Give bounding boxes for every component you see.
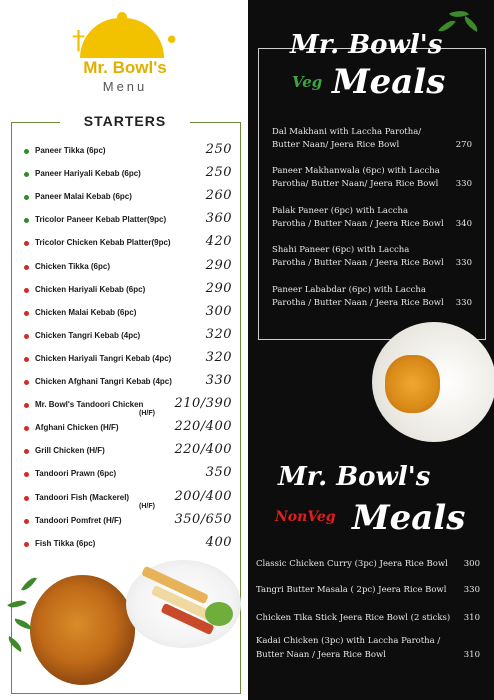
starter-name: Chicken Hariyali Tangri Kebab (4pc) <box>35 353 172 363</box>
nonveg-dot-icon <box>24 496 29 501</box>
nonveg-dot-icon <box>24 426 29 431</box>
starter-item <box>24 165 232 187</box>
starter-price: 320 <box>205 349 232 365</box>
nonveg-tag: NonVeg <box>275 509 336 525</box>
veg-meal-price: 330 <box>455 258 472 268</box>
nonveg-meal-item <box>256 634 480 662</box>
starter-price: 260 <box>205 188 232 204</box>
starter-price: 350/650 <box>174 511 232 527</box>
starter-item <box>24 304 232 326</box>
starter-price: 400 <box>205 534 232 550</box>
veg-meal-price: 330 <box>455 298 472 308</box>
veg-meal-name: Dal Makhani with Laccha Parotha/ Butter Naan/ Jeera Rice Bowl <box>272 127 422 150</box>
starter-price: 320 <box>205 326 232 342</box>
starter-item <box>24 234 232 256</box>
starter-price: 220/400 <box>174 419 232 435</box>
starter-name: Tricolor Paneer Kebab Platter(9pc) <box>35 215 167 225</box>
nonveg-dot-icon <box>24 265 29 270</box>
nonveg-dot-icon <box>24 334 29 339</box>
nonveg-meals-heading: Meals <box>352 498 466 538</box>
starter-name: Chicken Tangri Kebab (4pc) <box>35 330 141 340</box>
nonveg-dot-icon <box>24 449 29 454</box>
starter-name: Tandoori Pomfret (H/F) <box>35 515 122 525</box>
starter-price: 220/400 <box>174 442 232 458</box>
veg-meal-item <box>272 126 472 152</box>
green-chutney-image <box>205 602 233 626</box>
starter-name: Mr. Bowl's Tandoori Chicken <box>35 400 144 410</box>
nonveg-brand-title: Mr. Bowl's <box>278 462 431 492</box>
nonveg-dot-icon <box>24 357 29 362</box>
starter-name: Chicken Afghani Tangri Kebab (4pc) <box>35 377 172 386</box>
fork-icon: † <box>72 26 85 56</box>
starter-item <box>24 142 232 164</box>
starter-price: 290 <box>205 280 232 296</box>
starter-price: 250 <box>205 165 232 181</box>
starter-item <box>24 258 232 280</box>
nonveg-dot-icon <box>24 542 29 547</box>
starter-name: Paneer Tikka (6pc) <box>35 146 106 155</box>
nonveg-meal-name: Chicken Tika Stick Jeera Rice Bowl (2 sticks) <box>256 613 451 623</box>
veg-meal-item <box>272 244 472 270</box>
starter-item <box>24 281 232 303</box>
curry-image <box>385 355 440 413</box>
starter-item <box>24 211 232 233</box>
starter-price: 250 <box>205 142 232 157</box>
brand-subtitle: Menu <box>102 79 148 94</box>
starter-name: Chicken Tikka (6pc) <box>35 261 110 271</box>
starter-price: 210/390 <box>174 396 232 412</box>
starter-name: Fish Tikka (6pc) <box>35 538 96 548</box>
veg-dot-icon <box>24 172 29 177</box>
nonveg-dot-icon <box>24 241 29 246</box>
nonveg-meal-price: 310 <box>463 613 480 623</box>
starter-item <box>24 512 232 534</box>
veg-meal-name: Palak Paneer (6pc) with Laccha Parotha / Butter Naan / Jeera Rice Bowl <box>272 206 444 229</box>
starter-name: Tandoori Prawn (6pc) <box>35 469 117 479</box>
veg-meal-name: Paneer Lababdar (6pc) with Laccha Parotha / Butter Naan / Jeera Rice Bowl <box>272 285 444 308</box>
nonveg-dot-icon <box>24 311 29 316</box>
nonveg-dot-icon <box>24 288 29 293</box>
veg-meal-name: Paneer Makhanwala (6pc) with Laccha Parotha/ Butter Naan/ Jeera Rice Bowl <box>272 166 440 189</box>
starter-name: Paneer Hariyali Kebab (6pc) <box>35 169 141 179</box>
nonveg-meal-price: 310 <box>463 650 480 660</box>
starter-item <box>24 489 232 511</box>
nonveg-meal-price: 330 <box>463 585 480 595</box>
veg-meal-item <box>272 165 472 191</box>
starter-item <box>24 396 232 418</box>
starter-item <box>24 373 232 395</box>
veg-dot-icon <box>24 218 29 223</box>
nonveg-meal-name: Classic Chicken Curry (3pc) Jeera Rice Bowl <box>256 559 448 569</box>
starter-name: Afghani Chicken (H/F) <box>35 423 119 433</box>
starter-price: 420 <box>205 234 232 250</box>
nonveg-dot-icon <box>24 403 29 408</box>
starter-item <box>24 442 232 464</box>
starter-price: 360 <box>205 211 232 227</box>
starter-name: Grill Chicken (H/F) <box>35 446 105 456</box>
veg-tag: Veg <box>292 73 323 91</box>
nonveg-meal-name: Kadai Chicken (3pc) with Laccha Parotha / Butter Naan / Jeera Rice Bowl <box>256 636 441 660</box>
nonveg-dot-icon <box>24 519 29 524</box>
veg-meal-price: 330 <box>455 179 472 189</box>
starter-portion-note: (H/F) <box>139 410 155 418</box>
brand-title: Mr. Bowl's <box>83 58 167 77</box>
nonveg-meal-item <box>256 583 480 597</box>
starter-price: 300 <box>205 303 232 319</box>
starter-item <box>24 350 232 372</box>
starter-name: Tandoori Fish (Mackerel) <box>35 492 130 502</box>
starter-price: 330 <box>205 373 232 388</box>
veg-brand-title: Mr. Bowl's <box>290 30 443 60</box>
tandoori-chicken-image <box>30 575 135 685</box>
starter-name: Paneer Malai Kebab (6pc) <box>35 192 132 202</box>
starter-item <box>24 419 232 441</box>
spoon-icon: • <box>164 26 180 56</box>
veg-meal-price: 270 <box>455 140 472 150</box>
veg-meal-price: 340 <box>455 219 472 229</box>
nonveg-meal-price: 300 <box>463 559 480 569</box>
veg-meal-item <box>272 205 472 231</box>
nonveg-meal-item <box>256 557 480 571</box>
nonveg-dot-icon <box>24 472 29 477</box>
starter-portion-note: (H/F) <box>139 502 155 510</box>
starter-price: 290 <box>205 257 232 273</box>
nonveg-meal-item <box>256 611 480 625</box>
starter-price: 350 <box>205 465 232 481</box>
starter-name: Chicken Hariyali Kebab (6pc) <box>35 284 146 294</box>
starter-item <box>24 535 232 557</box>
nonveg-meal-name: Tangri Butter Masala ( 2pc) Jeera Rice Bowl <box>256 585 447 595</box>
starter-item <box>24 465 232 487</box>
starter-item <box>24 188 232 210</box>
starter-item <box>24 327 232 349</box>
veg-dot-icon <box>24 149 29 154</box>
nonveg-dot-icon <box>24 380 29 385</box>
starter-name: Tricolor Chicken Kebab Platter(9pc) <box>35 238 171 248</box>
veg-meal-item <box>272 284 472 310</box>
veg-dot-icon <box>24 195 29 200</box>
starter-price: 200/400 <box>174 488 232 504</box>
starter-name: Chicken Malai Kebab (6pc) <box>35 307 137 317</box>
veg-meal-name: Shahi Paneer (6pc) with Laccha Parotha / Butter Naan / Jeera Rice Bowl <box>272 245 444 268</box>
starters-heading: STARTERS <box>60 113 190 129</box>
veg-meals-heading: Meals <box>332 62 446 102</box>
